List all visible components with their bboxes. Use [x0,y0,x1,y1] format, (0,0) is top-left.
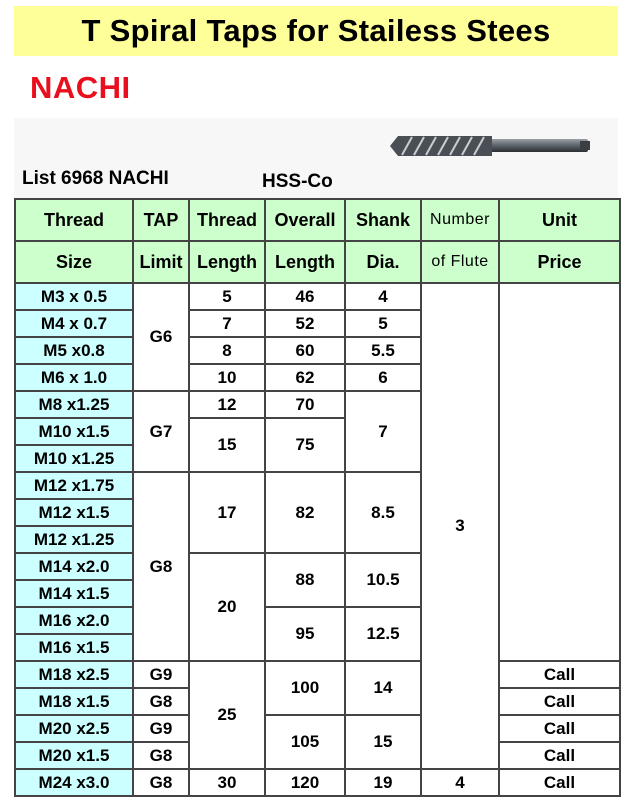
size-cell: M20 x2.5 [15,715,133,742]
size-cell: M16 x1.5 [15,634,133,661]
title-banner [14,6,618,56]
size-cell: M12 x1.5 [15,499,133,526]
table-row [15,283,620,310]
overall-length-cell: 70 [265,391,345,418]
tap-limit-cell: G8 [133,688,189,715]
overall-length-cell: 105 [265,715,345,769]
overall-length-cell: 52 [265,310,345,337]
size-cell: M12 x1.75 [15,472,133,499]
price-cell: Call [499,661,620,688]
header-thread-2: Thread [189,199,265,241]
size-cell: M4 x 0.7 [15,310,133,337]
shank-dia-cell: 14 [345,661,421,715]
shank-dia-cell: 7 [345,391,421,472]
thread-length-cell: 17 [189,472,265,553]
size-cell: M16 x2.0 [15,607,133,634]
header-thread: Thread [15,199,133,241]
overall-length-cell: 60 [265,337,345,364]
shank-dia-cell: 8.5 [345,472,421,553]
list-label: List 6968 NACHI [22,168,169,189]
table-row [15,715,620,742]
overall-length-cell: 82 [265,472,345,553]
thread-length-cell: 7 [189,310,265,337]
size-cell: M14 x2.0 [15,553,133,580]
size-cell: M18 x1.5 [15,688,133,715]
header-row-2 [15,241,620,283]
price-cell: Call [499,688,620,715]
size-cell: M12 x1.25 [15,526,133,553]
header-dia: Dia. [345,241,421,283]
spiral-tap-image [388,133,598,159]
header-length: Length [189,241,265,283]
table-row [15,661,620,688]
size-cell: M8 x1.25 [15,391,133,418]
thread-length-cell: 5 [189,283,265,310]
thread-length-cell: 30 [189,769,265,796]
size-cell: M20 x1.5 [15,742,133,769]
overall-length-cell: 46 [265,283,345,310]
tap-limit-cell: G8 [133,769,189,796]
price-cell-empty [499,283,620,661]
table-row [15,769,620,796]
material-label: HSS-Co [262,171,333,192]
shank-dia-cell: 12.5 [345,607,421,661]
size-cell: M14 x1.5 [15,580,133,607]
thread-length-cell: 15 [189,418,265,472]
size-cell: M3 x 0.5 [15,283,133,310]
header-row-1 [15,199,620,241]
flute-cell: 3 [421,283,499,769]
header-number: Number [421,199,499,241]
shank-dia-cell: 15 [345,715,421,769]
price-cell: Call [499,715,620,742]
overall-length-cell: 75 [265,418,345,472]
size-cell: M10 x1.25 [15,445,133,472]
page-title: T Spiral Taps for Stailess Stees [81,13,551,48]
tap-limit-cell: G9 [133,715,189,742]
thread-length-cell: 8 [189,337,265,364]
thread-length-cell: 20 [189,553,265,661]
price-cell: Call [499,769,620,796]
shank-dia-cell: 19 [345,769,421,796]
overall-length-cell: 88 [265,553,345,607]
shank-dia-cell: 6 [345,364,421,391]
thread-length-cell: 25 [189,661,265,769]
header-size: Size [15,241,133,283]
overall-length-cell: 95 [265,607,345,661]
size-cell: M5 x0.8 [15,337,133,364]
price-cell: Call [499,742,620,769]
size-cell: M18 x2.5 [15,661,133,688]
tap-limit-cell: G6 [133,283,189,391]
overall-length-cell: 62 [265,364,345,391]
thread-length-cell: 12 [189,391,265,418]
tap-limit-cell: G7 [133,391,189,472]
size-cell: M10 x1.5 [15,418,133,445]
header-overall: Overall [265,199,345,241]
header-shank: Shank [345,199,421,241]
overall-length-cell: 120 [265,769,345,796]
size-cell: M6 x 1.0 [15,364,133,391]
header-price: Price [499,241,620,283]
header-of-flute: of Flute [421,241,499,283]
shank-dia-cell: 5.5 [345,337,421,364]
tap-limit-cell: G8 [133,472,189,661]
header-length-2: Length [265,241,345,283]
overall-length-cell: 100 [265,661,345,715]
shank-dia-cell: 5 [345,310,421,337]
nachi-logo: NACHI [30,70,131,105]
spec-table [14,198,621,797]
size-cell: M24 x3.0 [15,769,133,796]
header-tap: TAP [133,199,189,241]
tap-limit-cell: G8 [133,742,189,769]
header-limit: Limit [133,241,189,283]
tap-limit-cell: G9 [133,661,189,688]
header-unit: Unit [499,199,620,241]
shank-dia-cell: 10.5 [345,553,421,607]
shank-dia-cell: 4 [345,283,421,310]
thread-length-cell: 10 [189,364,265,391]
flute-cell: 4 [421,769,499,796]
